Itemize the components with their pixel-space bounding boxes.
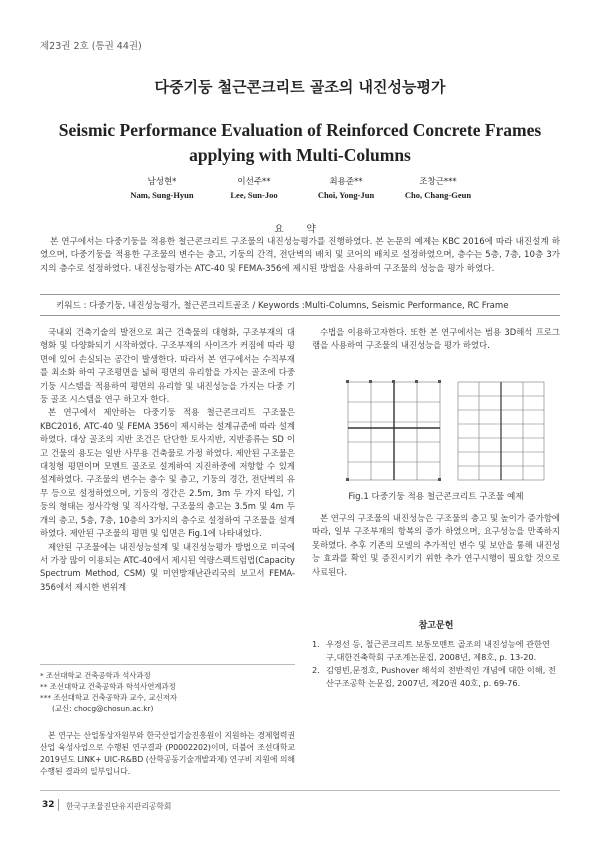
author-name-en: Lee, Sun-Joo: [230, 190, 278, 200]
footnote: *** 조선대학교 건축공학과 교수, 교신저자: [40, 693, 178, 702]
body-right-bottom: [312, 512, 560, 579]
footnote: ** 조선대학교 건축공학과 학석사연계과정: [40, 682, 176, 691]
body-paragraph: 국내외 건축기술의 발전으로 최근 건축물의 대형화, 구조부재의 대형화 및 다양화되기 시작하였다. 구조부재의 사이즈가 커짐에 따라 평면에 있어 손실되는 공간이 발생한다. 따라서 본 연구에서는 수직부재를 최소화 하여 구조평면을 넓혀 평면의 유리함을 가지는 골조에 다중 기둥 시스템을 적용하여 평면의 유리함 및 내진성능을 가지는 다중 기둥 골조 시스템을 연구 하고자 한다.: [40, 327, 295, 405]
references-title: 참고문헌: [418, 621, 454, 631]
acknowledgement: [40, 730, 295, 778]
abstract-text: 본 연구에서는 다중기둥을 적용한 철근콘크리트 구조물의 내진성능평가를 진행하였다. 본 논문의 예제는 KBC 2016에 따라 내진설계 하였으며, 다중기둥을 적용한 구조물의 변수는 층고, 기둥의 간격, 전단벽의 배치 및 코어의 배치로 설정하였으며, 층수는 5층, 7층, 10층 3가지의 층수로 설정하였다. 내진성능평가는 ATC-40 및 FEMA-356에 제시된 방법을 사용하여 구조물의 성능을 평가 하였다.: [40, 237, 560, 274]
title-korean: 다중기둥 철근콘크리트 골조의 내진성능평가: [154, 78, 446, 96]
keywords: 키워드 : 다중기둥, 내진성능평가, 철근콘크리트골조 / Keywords :Multi-Columns, Seismic Performance, RC Frame: [40, 294, 560, 316]
acknowledgement-text: 본 연구는 산업통상자원부와 한국산업기술진흥원이 지원하는 경제협력권산업 육성사업으로 수행된 연구결과 (P0002202)이며, 더불어 조선대학교 2019년도 LINK+ UIC-R&BD (산학공동기술개발과제) 연구비 지원에 의해 수행된 결과의 일부입니다.: [40, 731, 295, 776]
body-left-column: [40, 326, 295, 594]
abstract-heading: 요 약: [274, 224, 326, 235]
references-list: [312, 638, 560, 690]
reference-item: [312, 664, 560, 690]
author-name-en: Choi, Yong-Jun: [317, 190, 375, 200]
author-2: [208, 176, 300, 202]
author-name-ko: 이선주**: [237, 177, 271, 187]
volume-header: 제23권 2호 (통권 44권): [40, 41, 142, 52]
footer-separator: [58, 799, 59, 811]
author-4: [392, 176, 484, 202]
author-name-en: Cho, Chang-Geun: [404, 190, 472, 200]
author-1: [116, 176, 208, 202]
structure-plan-figure: [340, 372, 552, 490]
footnote-divider: [40, 664, 295, 665]
author-name-ko: 최용준**: [329, 177, 363, 187]
author-list: [0, 176, 600, 202]
body-right-top: [312, 326, 560, 353]
body-paragraph: 본 연구의 구조물의 내진성능은 구조물의 층고 및 높이가 증가함에 따라, 일부 구조부재의 항복의 증가 하였으며, 요구성능을 만족하지 못하였다. 추후 기존의 모델의 추가적인 변수 및 보안을 통해 내진성능 효과를 확인 및 증진시키기 위한 추가 연구시행이 필요할 것으로 사료된다.: [312, 513, 560, 577]
body-paragraph: 본 연구에서 제안하는 다중기둥 적용 철근콘크리트 구조물은 KBC2016, ATC-40 및 FEMA 356이 제시하는 설계규준에 따라 설계하였다. 대상 골조의 지반 조건은 단단한 토사지반, 지반종류는 SD 이고 건물의 용도는 일반 사무용 건축물로 가정 하였다. 제안된 구조물은 대칭형 평면이며 모멘트 골조로 설계하여 지진하중에 저항할 수 있게 설계하였다. 구조물의 변수는 층수 및 층고, 기둥의 경간, 전단벽의 유무 등으로 설정하였으며, 기둥의 경간은 2.5m, 3m 두 가지 타입, 기둥의 형태는 정사각형 및 직사각형, 구조물의 층고는 3.5m 및 4m 두 개의 층고, 5층, 7층, 10층의 3가지의 층수로 설정하여 구조물을 설계하였다. 제안된 구조물의 평면 및 입면은 Fig.1에 나타내었다.: [40, 407, 295, 539]
author-name-ko: 남성현*: [147, 177, 177, 187]
body-paragraph: 수법을 이용하고자한다. 또한 본 연구에서는 범용 3D해석 프로그램을 사용하여 구조물의 내진성능을 평가 하였다.: [312, 327, 560, 351]
footnotes: [40, 670, 295, 714]
title-english: Seismic Performance Evaluation of Reinforced Concrete Frames applying with Multi-Columns: [58, 120, 542, 165]
footnote: (교신: chocg@chosun.ac.kr): [52, 704, 154, 713]
footer-divider: [40, 790, 560, 791]
figure-caption: Fig.1 다중기둥 적용 철근콘크리트 구조물 예제: [348, 492, 524, 502]
reference-text: 우경선 등, 철근콘크리트 보통모멘트 골조의 내진성능에 관한연구,대한건축학회 구조계논문집, 2008년, 제8호, p. 13-20.: [326, 639, 550, 662]
reference-number: 1.: [312, 639, 320, 649]
page-number: 32: [42, 800, 55, 810]
author-name-en: Nam, Sung-Hyun: [130, 190, 194, 200]
reference-item: [312, 638, 560, 664]
author-name-ko: 조창근***: [419, 177, 457, 187]
body-paragraph: 제안된 구조물에는 내진성능설계 및 내진성능평가 방법으로 미국에서 가장 많이 이용되는 ATC-40에서 제시된 역량스펙트럼법(Capacity Spectrum Method, CSM) 및 미연방재난관리국의 보고서 FEMA-356에서 제시한 변위계: [40, 541, 295, 592]
reference-text: 김영빈,문정호, Pushover 해석의 전반적인 개념에 대한 이해, 전산구조공학 논문집, 2007년, 제20권 40호, p. 69-76.: [326, 665, 556, 688]
journal-name: 한국구조물진단유지관리공학회: [66, 802, 172, 811]
reference-number: 2.: [312, 665, 320, 675]
author-3: [300, 176, 392, 202]
footnote: * 조선대학교 건축공학과 석사과정: [40, 671, 151, 680]
